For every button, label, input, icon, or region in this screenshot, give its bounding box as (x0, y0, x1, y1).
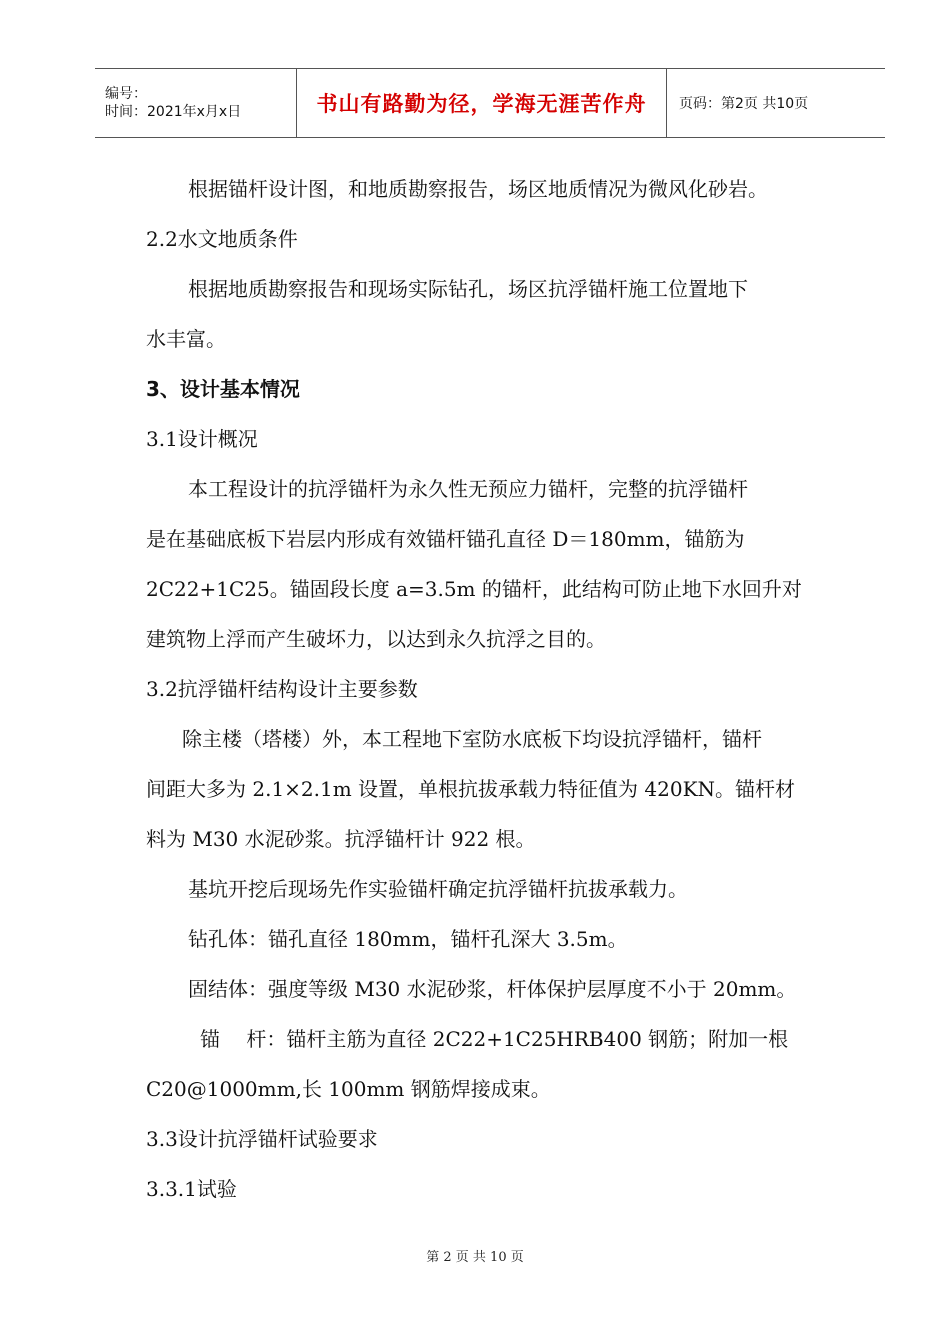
paragraph-line: 锚 杆：锚杆主筋为直径 2C22+1C25HRB400 钢筋；附加一根 (200, 1027, 789, 1051)
paragraph-line: 建筑物上浮而产生破坏力，以达到永久抗浮之目的。 (146, 627, 606, 651)
header-slogan-cell (297, 69, 667, 137)
section-heading: 3.3.1试验 (146, 1177, 237, 1201)
header-slogan: 书山有路勤为径，学海无涯苦作舟 (316, 92, 647, 116)
paragraph-line: 除主楼（塔楼）外，本工程地下室防水底板下均设抗浮锚杆，锚杆 (182, 727, 762, 751)
section-heading: 3、设计基本情况 (146, 377, 300, 401)
paragraph: 钻孔体：锚孔直径 180mm，锚杆孔深大 3.5m。 (188, 927, 628, 951)
page-header (95, 68, 885, 138)
paragraph-line: 水丰富。 (146, 327, 226, 351)
document-body (146, 164, 836, 1214)
header-meta (95, 69, 297, 137)
paragraph-line: 2C22+1C25。锚固段长度 a=3.5m 的锚杆，此结构可防止地下水回升对 (146, 577, 802, 601)
paragraph: 固结体：强度等级 M30 水泥砂浆，杆体保护层厚度不小于 20mm。 (188, 977, 797, 1001)
section-heading: 3.2抗浮锚杆结构设计主要参数 (146, 677, 418, 701)
doc-code-label: 编号： (105, 86, 147, 102)
paragraph: 基坑开挖后现场先作实验锚杆确定抗浮锚杆抗拔承载力。 (188, 877, 688, 901)
header-page-info: 页码：第2页 共10页 (679, 96, 809, 112)
paragraph: 根据锚杆设计图，和地质勘察报告，场区地质情况为微风化砂岩。 (188, 177, 768, 201)
paragraph-line: C20@1000mm,长 100mm 钢筋焊接成束。 (146, 1077, 551, 1101)
section-heading: 3.1设计概况 (146, 427, 258, 451)
section-heading: 2.2水文地质条件 (146, 227, 298, 251)
paragraph-line: 是在基础底板下岩层内形成有效锚杆锚孔直径 D＝180mm，锚筋为 (146, 527, 745, 551)
paragraph-line: 间距大多为 2.1×2.1m 设置，单根抗拔承载力特征值为 420KN。锚杆材 (146, 777, 796, 801)
doc-time: 时间：2021年x月x日 (105, 104, 242, 120)
paragraph-line: 根据地质勘察报告和现场实际钻孔，场区抗浮锚杆施工位置地下 (188, 277, 748, 301)
page-footer: 第 2 页 共 10 页 (426, 1250, 524, 1265)
section-heading: 3.3设计抗浮锚杆试验要求 (146, 1127, 378, 1151)
paragraph-line: 料为 M30 水泥砂浆。抗浮锚杆计 922 根。 (146, 827, 536, 851)
paragraph-line: 本工程设计的抗浮锚杆为永久性无预应力锚杆，完整的抗浮锚杆 (188, 477, 748, 501)
